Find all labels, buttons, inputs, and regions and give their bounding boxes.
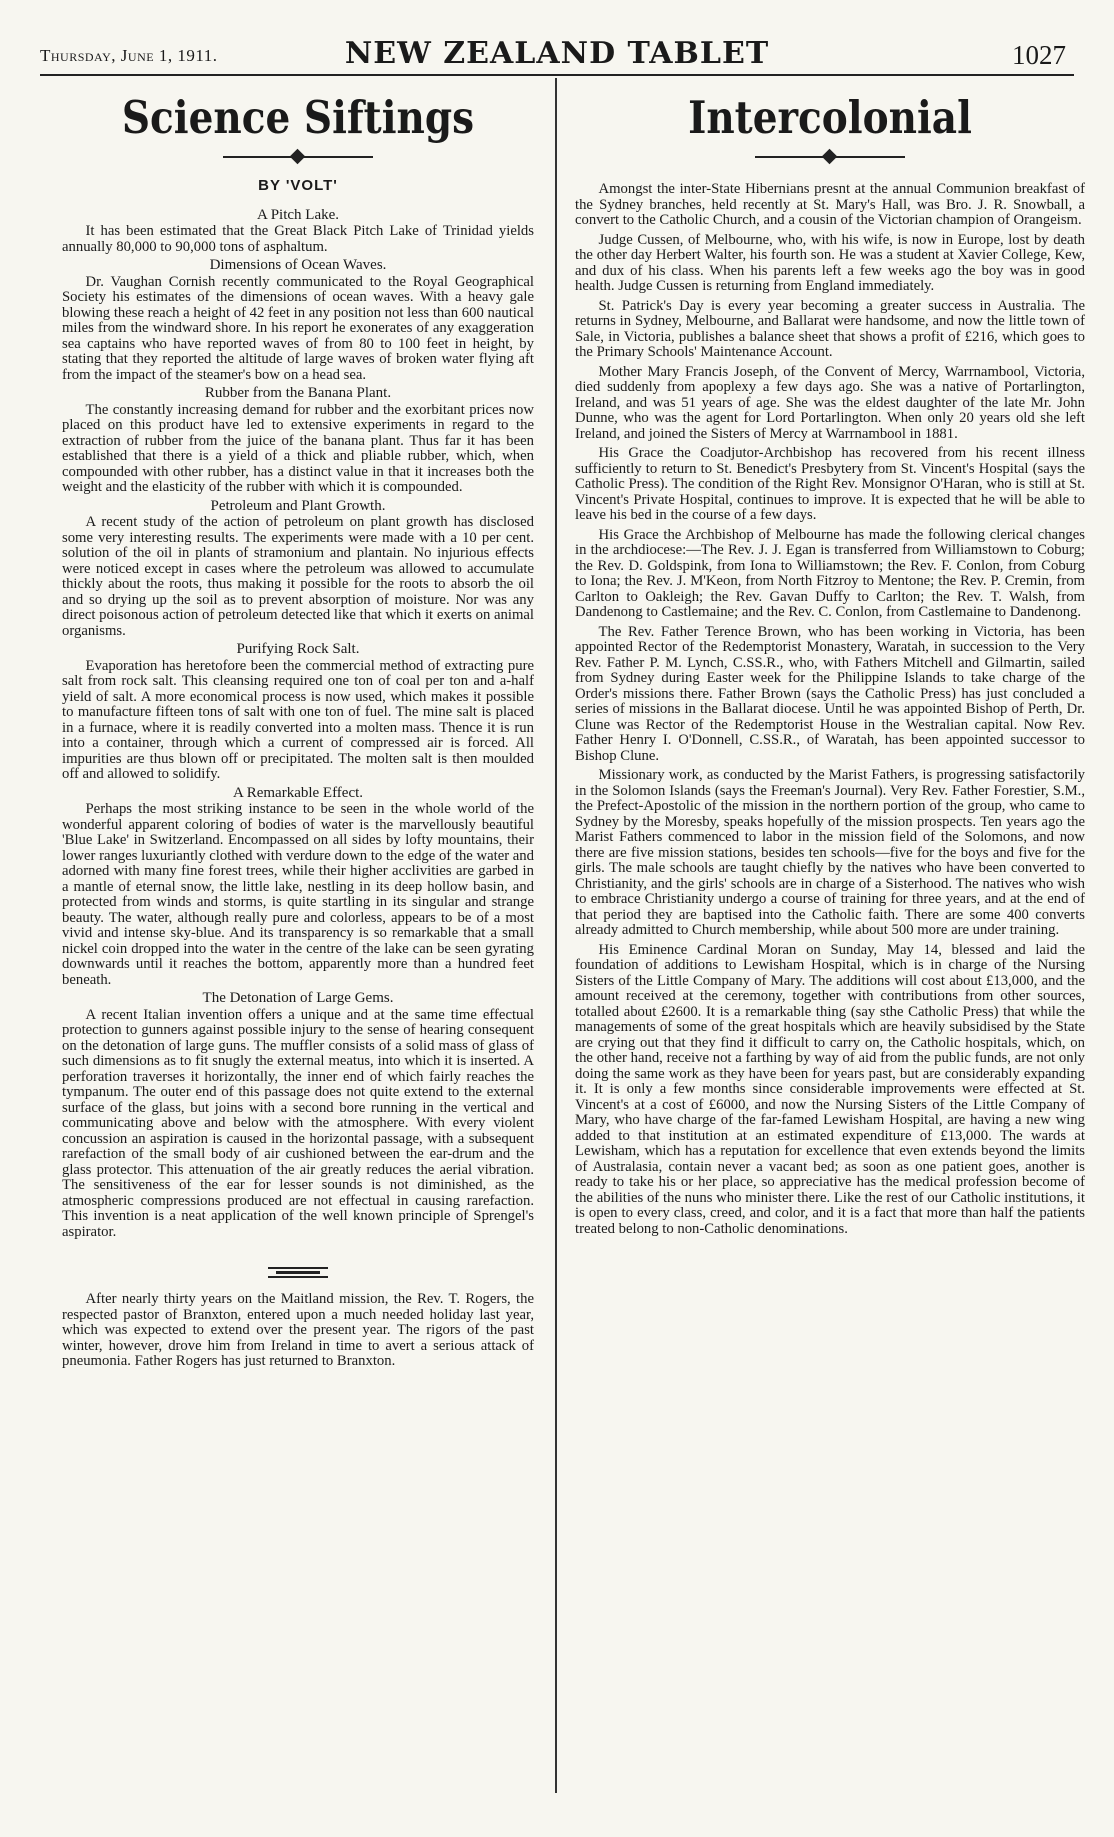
article-paragraph: Evaporation has heretofore been the commercial method of extracting pure salt from rock salt. This cleansing required one ton of coal per ton and a-half yield of salt. A more economical process is now used, which makes it possible to manufacture fifteen tons of salt with one ton of fuel. The mine salt is placed in a furnace, where it is readily converted into a molten mass. Thence it is run into a container, through which a current of compressed air is forced. All impurities are thus blown off or precipitated. The molten salt is then moulded off and allowed to solidify. — [62, 657, 534, 782]
news-paragraph: His Eminence Cardinal Moran on Sunday, May 14, blessed and laid the foundation of additions to Lewisham Hospital, which is in charge of the Nursing Sisters of the Little Company of Mary. The additions will cost about £13,000, and the amount received at the ceremony, together with contributions from other sources, totalled about £2600. It is a remarkable thing (say sthe Catholic Press) that while the managements of some of the great hospitals which are heavily subsidised by the State are crying out that they find it difficult to carry on, the Catholic hospitals, which, on the other hand, receive not a farthing by way of aid from the public funds, are not only doing the same work as they have been for years past, but are considerably expanding it. It is only a few months since considerable improvements were effected at St. Vincent's at a cost of £6000, and now the Nursing Sisters of the Little Company of Mary, who have charge of the far-famed Lewisham Hospital, are having a new wing added to that institution at an estimated expenditure of £13,000. The wards at Lewisham, which has a reputation for excellence that even extends beyond the limits of Australasia, contain never a vacant bed; as soon as one patient goes, another is ready to take his or her place, so appreciative has the medical profession become of the abilities of the nuns who minister there. Like the rest of our Catholic institutions, it is open to every class, creed, and color, and it is a fact that more than half the patients treated belong to non-Catholic denominations. — [575, 941, 1085, 1237]
diamond-ornament — [755, 148, 905, 166]
news-paragraph: His Grace the Coadjutor-Archbishop has recovered from his recent illness sufficiently to return to St. Benedict's Presbytery from St. Vincent's Hospital (says the Catholic Press). The condition of the Right Rev. Monsignor O'Haran, who is still at St. Vincent's Private Hospital, continues to improve. It is expected that he will be able to leave his bed in the course of a few days. — [575, 445, 1085, 523]
page-number: 1027 — [1012, 40, 1066, 70]
article-remarkable-effect — [62, 786, 534, 989]
article-petroleum — [62, 499, 534, 640]
news-paragraph: The Rev. Father Terence Brown, who has been working in Victoria, has been appointed Rector of the Redemptorist Monastery, Waratah, in succession to the Very Rev. Father P. M. Lynch, C.SS.R., who, with Fathers Mitchell and Gilmartin, sailed from Sydney during Easter week for the Philippine Islands to take charge of the Order's missions there. Father Brown (says the Catholic Press) has just concluded a series of missions in the Ballarat diocese. Until he was appointed Bishop of Perth, Dr. Clune was Rector of the Redemptorist House in the Westralian capital. Now Rev. Father Henry I. O'Donnell, C.SS.R., of Waratah, has been appointed successor to Bishop Clune. — [575, 623, 1085, 764]
article-paragraph: The constantly increasing demand for rubber and the exorbitant prices now placed on this product have led to extensive experiments in regard to the extraction of rubber from the juice of the banana plant. Thus far it has been established that there is a yield of a thick and pliable rubber, which, when compounded with other rubber, has a distinct value in that it increases both the weight and the elasticity of the rubber with which it is compounded. — [62, 401, 534, 495]
article-subheading: Petroleum and Plant Growth. — [210, 497, 386, 514]
article-subheading: A Remarkable Effect. — [232, 784, 364, 801]
article-paragraph: A recent Italian invention offers a unique and at the same time effectual protection to gunners against possible injury to the sense of hearing consequent on the detonation of large guns. The muffler consists of a solid mass of glass of such dimensions as to fit snugly the external meatus, into which it is inserted. A perforation traverses it horizontally, the inner end of which fairly reaches the tympanum. The outer end of this passage does not quite extend to the external surface of the glass, but joins with a second bore running in the vertical and communicating above and below with the atmosphere. With every violent concussion an aspiration is caused in the horizontal passage, with a subsequent rarefaction of the small body of air cushioned between the ear-drum and the glass protector. This attenuation of the air greatly reduces the aerial vibration. The sensitiveness of the ear for lesser sounds is not diminished, as the atmospheric compressions produced are not effectual in causing rarefaction. This invention is a neat application of the well known principle of Sprengel's aspirator. — [62, 1006, 534, 1240]
news-paragraph: Judge Cussen, of Melbourne, who, with his wife, is now in Europe, lost by death the other day Herbert Walter, his fourth son. He was a student at Xavier College, Kew, and dux of his class. When his parents left a few weeks ago the boy was in good health. Judge Cussen is returning from England immediately. — [575, 231, 1085, 294]
masthead-title: NEW ZEALAND TABLET — [344, 36, 770, 71]
article-subheading: Dimensions of Ocean Waves. — [209, 257, 387, 273]
article-ocean-waves — [62, 258, 534, 383]
article-subheading: Rubber from the Banana Plant. — [204, 385, 392, 401]
article-banana-rubber — [62, 386, 534, 496]
page-header — [40, 28, 1074, 76]
article-detonation — [62, 991, 534, 1240]
news-paragraph: St. Patrick's Day is every year becoming a greater success in Australia. The returns in Sydney, Melbourne, and Ballarat were handsome, and now the little town of Sale, in Victoria, publishes a balance sheet that shows a profit of £216, which goes to the Primary Schools' Maintenance Account. — [575, 297, 1085, 360]
article-rock-salt — [62, 642, 534, 783]
closing-paragraph: After nearly thirty years on the Maitland mission, the Rev. T. Rogers, the respected pastor of Branxton, entered upon a much needed holiday last year, which was expected to extend over the present year. The rigors of the past winter, however, drove him from Ireland in time to avert a serious attack of pneumonia. Father Rogers has just returned to Branxton. — [62, 1291, 534, 1369]
diamond-ornament — [223, 148, 373, 166]
article-paragraph: It has been estimated that the Great Black Pitch Lake of Trinidad yields annually 80,000 to 90,000 tons of asphaltum. — [62, 223, 534, 255]
intercolonial-column — [575, 86, 1085, 1241]
article-paragraph: Dr. Vaughan Cornish recently communicated to the Royal Geographical Society his estimates of the dimensions of ocean waves. With a heavy gale blowing these reach a height of 42 feet in any position not less than 600 nautical miles from the windward shore. In his report he exonerates of any exaggeration sea captains who have reported waves of from 80 to 100 feet in height, by stating that they reported the altitude of large waves of broken water flying aft from the impact of the steamer's bow on a head sea. — [62, 273, 534, 383]
news-paragraph: Amongst the inter-State Hibernians presnt at the annual Communion breakfast of the Sydney branches, held recently at St. Mary's Hall, was Bro. J. R. Snowball, a convert to the Catholic Church, and a cousin of the Victorian champion of Orangeism. — [575, 181, 1085, 228]
section-heading: Science Siftings — [121, 91, 475, 145]
byline: BY 'VOLT' — [258, 177, 338, 194]
article-paragraph: Perhaps the most striking instance to be seen in the whole world of the wonderful apparent coloring of bodies of water is the marvellously beautiful 'Blue Lake' in Switzerland. Encompassed on all sides by lofty mountains, their lower ranges luxuriantly clothed with verdure down to the edge of the water and adorned with many fine forest trees, while their higher acclivities are garbed in a mantle of eternal snow, the little lake, nestling in its deep hollow basin, and protected from winds and storms, is quite startling in its singular and strange beauty. The water, although really pure and colorless, appears to be of a most vivid and intense sky-blue. And its transparency is so remarkable that a small nickel coin dropped into the water in the centre of the lake can be seen gyrating downwards until it reaches the bottom, apparently more than a hundred feet beneath. — [62, 801, 534, 988]
news-paragraph: Missionary work, as conducted by the Marist Fathers, is progressing satisfactorily in the Solomon Islands (says the Freeman's Journal). Very Rev. Father Forestier, S.M., the Prefect-Apostolic of the mission in the northern portion of the group, who came to Sydney by the Moresby, speaks hopefully of the mission prospects. Ten years ago the Marist Fathers commenced to labor in the mission field of the Solomons, and now there are five mission stations, besides ten schools—five for the boys and five for the girls. The male schools are taught chiefly by the natives who have been converted to Christianity, and the girls' schools are in charge of a Sisterhood. The natives who wish to embrace Christianity undergo a course of training for three years, and at the end of that period they are baptised into the Catholic faith. There are some 400 converts already admitted to Church membership, while about 500 more are under training. — [575, 767, 1085, 938]
article-pitch-lake — [62, 208, 534, 256]
rule-separator — [268, 1260, 328, 1282]
article-paragraph: A recent study of the action of petroleum on plant growth has disclosed some very interesting results. The experiments were made with a 10 per cent. solution of the oil in plants of stramonium and plantain. No injurious effects were noticed except in cases where the petroleum was allowed to accumulate thickly about the roots, thus making it possible for the roots to absorb the oil and so drying up the soil as to prevent absorption of moisture. Nor was any direct poisonous action of petroleum detected like that which it exerts on animal organisms. — [62, 514, 534, 639]
column-divider — [555, 78, 557, 1793]
science-siftings-column — [62, 86, 534, 1370]
header-date: Thursday, June 1, 1911. — [40, 46, 218, 65]
section-heading: Intercolonial — [688, 91, 972, 145]
article-subheading: The Detonation of Large Gems. — [202, 990, 394, 1006]
article-subheading: Purifying Rock Salt. — [236, 641, 360, 657]
news-paragraph: His Grace the Archbishop of Melbourne has made the following clerical changes in the archdiocese:—The Rev. J. J. Egan is transferred from Williamstown to Coburg; the Rev. D. Goldspink, from Iona to Williamstown; the Rev. F. Conlon, from Coburg to Iona; the Rev. J. M'Keon, from North Fitzroy to Mentone; the Rev. P. Cremin, from Carlton to Oakleigh; the Rev. Gavan Duffy to Carlton; the Rev. T. Walsh, from Dandenong to Castlemaine; and the Rev. C. Conlon, from Castlemaine to Dandenong. — [575, 526, 1085, 620]
news-paragraph: Mother Mary Francis Joseph, of the Convent of Mercy, Warrnambool, Victoria, died suddenly from apoplexy a few days ago. She was a native of Portarlington, Ireland, and was 51 years of age. She was the eldest daughter of the late Mr. John Dunne, who was the agent for Lord Portarlington. When only 20 years old she left Ireland, and joined the Sisters of Mercy at Warrnambool in 1881. — [575, 363, 1085, 442]
article-subheading: A Pitch Lake. — [256, 206, 340, 223]
